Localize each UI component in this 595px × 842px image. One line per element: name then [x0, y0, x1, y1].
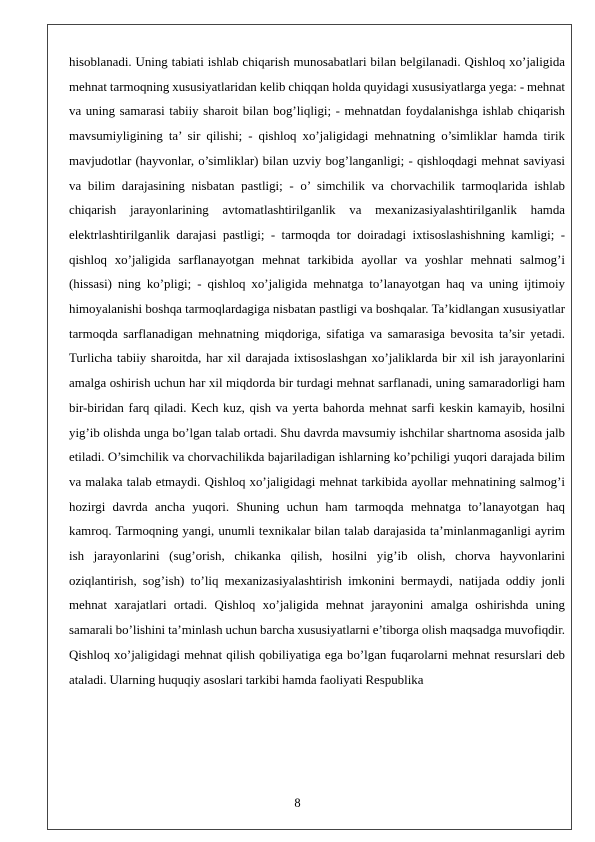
page-number: 8: [294, 796, 301, 810]
body-paragraph: hisoblanadi. Uning tabiati ishlab chiqarish munosabatlari bilan belgilanadi. Qishloq xo’jaligida mehnat tarmoqning xususiyatlaridan kelib chiqqan holda quyidagi xususiyatlarga yega: - mehnat va uning samarasi tabiiy sharoit bilan bog’liqligi; - mehnatdan foydalanishga ishlab chiqarish mavsumiyligining ta’ sir qilishi; - qishloq xo’jaligidagi mehnatning o’simliklar hamda tirik mavjudotlar (hayvonlar, o’simliklar) bilan uzviy bog’langanligi; - qishloqdagi mehnat saviyasi va bilim darajasining nisbatan pastligi; - o’ simchilik va chorvachilik tarmoqlarida ishlab chiqarish jarayonlarining avtomatlashtirilganlik va mexanizasiyalashtirilganlik hamda elektrlashtirilganlik darajasi pastligi; - tarmoqda tor doiradagi ixtisoslashishning kamligi; - qishloq xo’jaligida sarflanayotgan mehnat tarkibida ayollar va yoshlar mehnati salmog’i (hissasi) ning ko’pligi; - qishloq xo’jaligida mehnatga to’lanayotgan haq va uning ijtimoiy himoyalanishi boshqa tarmoqlardagiga nisbatan pastligi va boshqalar. Ta’kidlangan xususiyatlar tarmoqda sarflanadigan mehnatning miqdoriga, sifatiga va samarasiga bevosita ta’sir yetadi. Turlicha tabiiy sharoitda, har xil darajada ixtisoslashgan xo’jaliklarda bir xil ish jarayonlarini amalga oshirish uchun har xil miqdorda bir turdagi mehnat sarflanadi, uning samaradorligi ham bir-biridan farq qiladi. Kech kuz, qish va yerta bahorda mehnat sarfi keskin kamayib, hosilni yig’ib olishda unga bo’lgan talab ortadi. Shu davrda mavsumiy ishchilar shartnoma asosida jalb etiladi. O’simchilik va chorvachilikda bajariladigan ishlarning ko’pchiligi yuqori darajada bilim va malaka talab etmaydi. Qishloq xo’jaligidagi mehnat tarkibida ayollar mehnatining salmog’i hozirgi davrda ancha yuqori. Shuning uchun ham tarmoqda mehnatga to’lanayotgan haq kamroq. Tarmoqning yangi, unumli texnikalar bilan talab darajasida ta’minlanmaganligi ayrim ish jarayonlarini (sug’orish, chikanka qilish, hosilni yig’ib olish, chorva hayvonlarini oziqlantirish, sog’ish) to’liq mexanizasiyalashtirish imkonini bermaydi, natijada oddiy jonli mehnat xarajatlari ortadi. Qishloq xo’jaligida mehnat jarayonini amalga oshirishda uning samarali bo’lishini ta’minlash uchun barcha xususiyatlarni e’tiborga olish maqsadga muvofiqdir. Qishloq xo’jaligidagi mehnat qilish qobiliyatiga ega bo’lgan fuqarolarni mehnat resurslari deb ataladi. Ularning huquqiy asoslari tarkibi hamda faoliyati Respublika: [69, 55, 565, 687]
